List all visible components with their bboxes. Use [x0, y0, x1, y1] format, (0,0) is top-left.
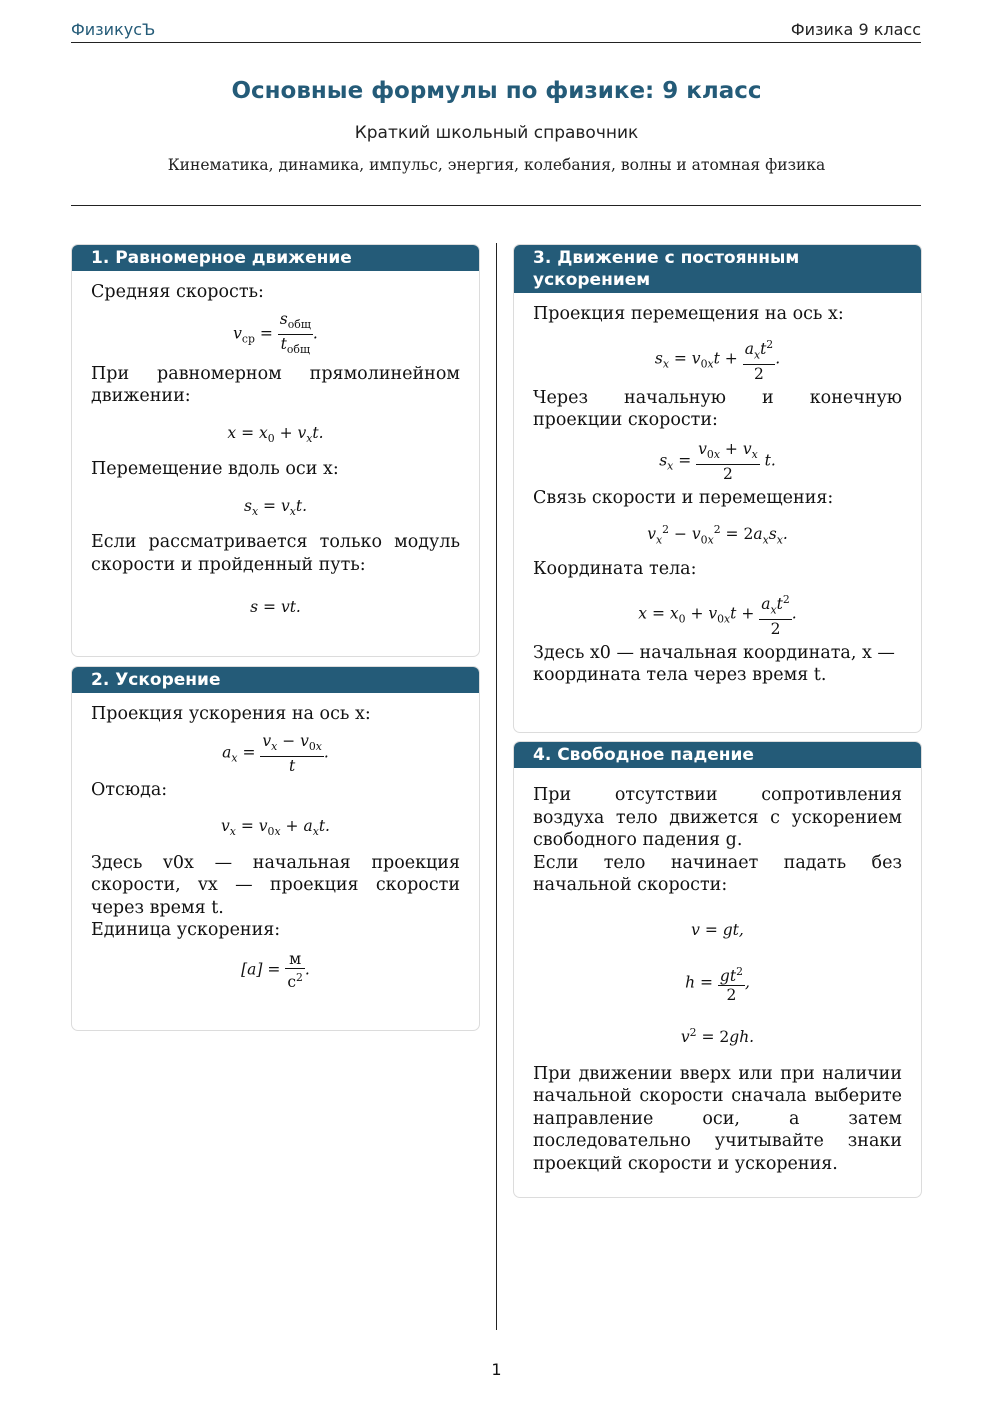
page-topics: Кинематика, динамика, импульс, энергия, колебания, волны и атомная физика	[167, 156, 826, 174]
column-divider	[496, 243, 497, 1330]
text-displacement: Перемещение вдоль оси x:	[91, 459, 339, 480]
header-rule	[71, 42, 921, 43]
text-acceleration-projection: Проекция ускорения на ось x:	[91, 704, 371, 724]
section-constant-acceleration	[513, 244, 922, 733]
text-average-speed: Средняя скорость:	[91, 282, 264, 302]
text-path: Если рассматривается только модуль скорости и пройденный путь:	[91, 532, 460, 575]
formula-free-fall-velocity: v = gt,	[691, 920, 744, 939]
formula-average-speed: $v_{ср}$ = $\frac{s_{общ}}{t_{общ}}$ .	[233, 309, 318, 356]
formula-velocity-displacement: $v_x^2 - v_{0x}^2 = 2a_xs_x$.	[647, 523, 788, 547]
text-acceleration-unit: Единица ускорения:	[91, 920, 281, 941]
title-rule	[71, 205, 921, 206]
section-title: 1. Равномерное движение	[72, 245, 479, 271]
formula-average-velocity: $s_x$ = $\frac{v_{0x} + v_x}{2}$ t.	[659, 439, 776, 483]
header-course: Физика 9 класс	[790, 20, 921, 39]
page-title: Основные формулы по физике: 9 класс	[231, 78, 762, 104]
section-acceleration	[71, 666, 480, 1031]
text-hence: Отсюда:	[91, 779, 168, 800]
text-no-initial-speed: Если тело начинает падать без начальной скорости:	[533, 852, 902, 895]
header-brand: ФизикусЪ	[71, 20, 156, 39]
text-coordinate-explanation: Здесь x0 — начальная координата, x — координата тела через время t.	[533, 642, 895, 686]
text-coordinate: Координата тела:	[533, 559, 697, 580]
formula-coordinate: $x = x_0 + v_xt$.	[227, 423, 324, 445]
page-subtitle: Краткий школьный справочник	[354, 123, 639, 143]
formula-free-fall-height: h = $\frac{gt^2}{2}$ ,	[685, 965, 750, 1005]
formula-displacement-accel: $s_x = v_{0x}t$ + $\frac{a_xt^2}{2}$ .	[654, 337, 781, 383]
formula-free-fall-velocity-height: $v^2 = 2gh$.	[680, 1026, 755, 1047]
section-title: 4. Свободное падение	[514, 742, 921, 768]
section-title: 3. Движение с постоянным ускорением	[514, 245, 921, 293]
formula-acceleration: $a_x$ = $\frac{v_x - v_{0x}}{t}$ .	[222, 731, 329, 775]
text-upward-motion: При движении вверх или при наличии начальной скорости сначала выберите направление оси, а затем последовательно учитывайте знаки проекций скорости и ускорения.	[533, 1063, 902, 1174]
page-number: 1	[491, 1360, 502, 1379]
formula-coordinate-accel: $x = x_0 + v_{0x}t$ + $\frac{a_xt^2}{2}$ .	[638, 592, 797, 638]
section-uniform-motion	[71, 244, 480, 657]
formula-displacement: $s_x = v_xt$.	[244, 496, 307, 518]
text-uniform-line: При равномерном прямолинейном движении:	[91, 363, 460, 407]
text-displacement-projection: Проекция перемещения на ось x:	[533, 304, 844, 324]
text-free-fall: При отсутствии сопротивления воздуха тело движется с ускорением свободного падения g.	[533, 785, 902, 850]
section-free-fall	[513, 741, 922, 1198]
formula-velocity: $v_x = v_{0x} + a_xt$.	[221, 817, 330, 839]
section-title: 2. Ускорение	[72, 667, 479, 693]
text-through-velocities: Через начальную и конечную проекции скорости:	[533, 387, 902, 431]
text-velocity-displacement: Связь скорости и перемещения:	[533, 487, 834, 508]
text-velocity-explanation: Здесь v0x — начальная проекция скорости, vx — проекция скорости через время t.	[91, 852, 460, 918]
formula-path: s = vt.	[250, 598, 301, 617]
formula-acceleration-unit: [a] = $\frac{м}{с^2}$ .	[241, 949, 310, 991]
